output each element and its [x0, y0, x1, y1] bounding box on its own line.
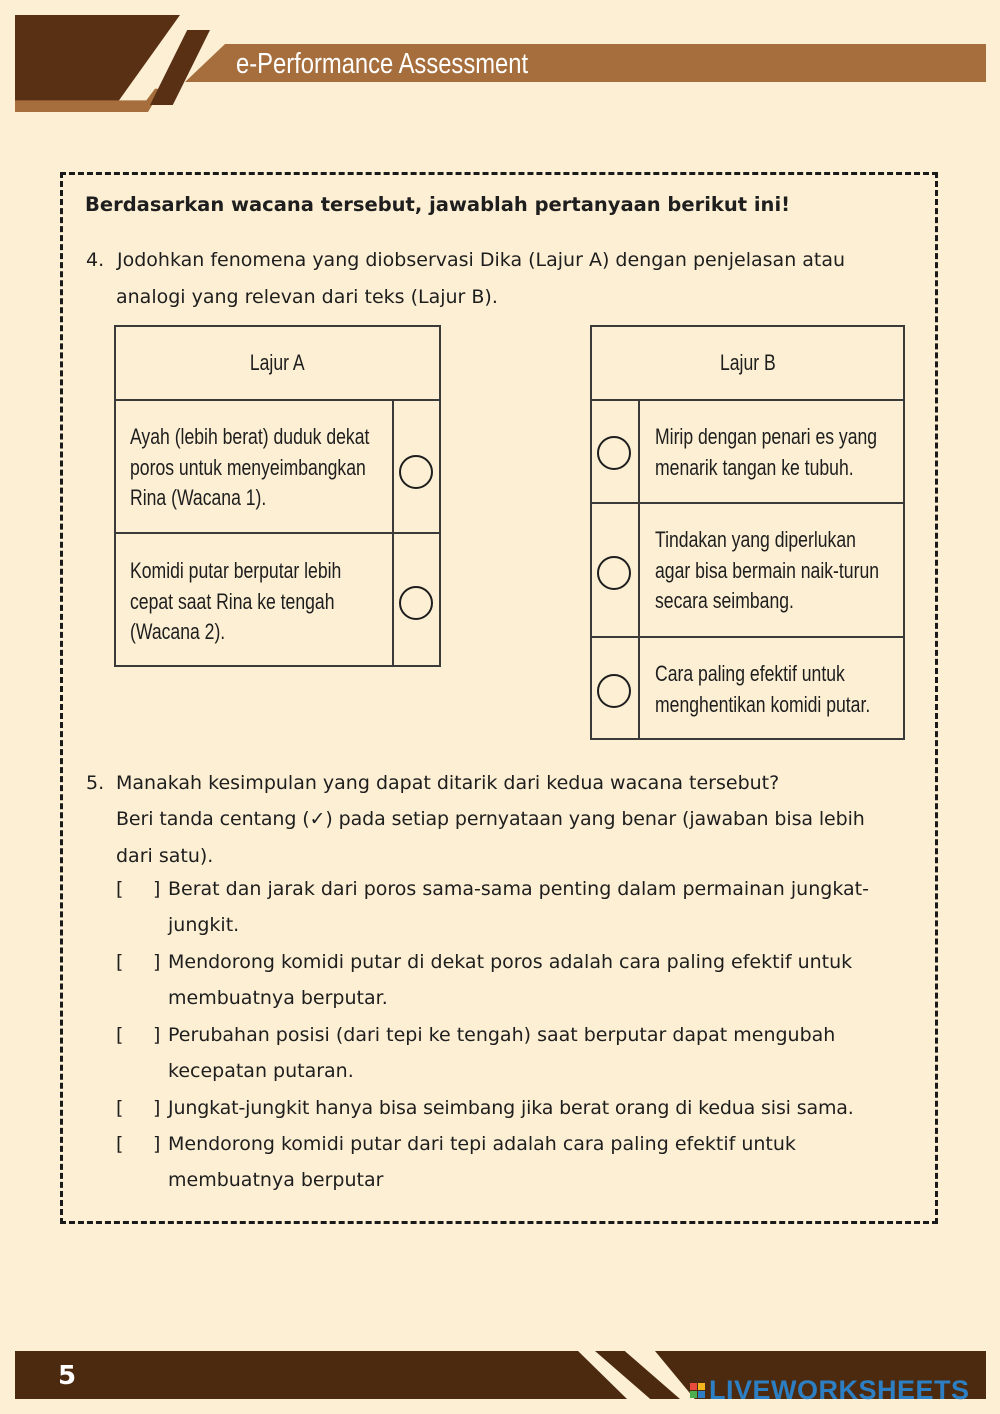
lajur-a-item-2-connector[interactable]: [399, 586, 433, 620]
option-3-bracket-close[interactable]: ]: [153, 1024, 161, 1046]
liveworksheets-icon: [690, 1383, 705, 1398]
q4-number: 4.: [86, 249, 105, 271]
option-1-bracket-open[interactable]: [: [116, 878, 124, 900]
q4-text-line2: analogi yang relevan dari teks (Lajur B).: [116, 286, 498, 308]
lajur-b-item-1-connector[interactable]: [597, 436, 631, 470]
option-4-bracket-open[interactable]: [: [116, 1097, 124, 1119]
lajur-b-table: [590, 325, 905, 740]
option-5-bracket-close[interactable]: ]: [153, 1133, 161, 1155]
q5-text-line2: Beri tanda centang (✓) pada setiap pernyataan yang benar (jawaban bisa lebih: [116, 808, 865, 830]
footer-bar: [15, 1351, 627, 1399]
option-1-bracket-close[interactable]: ]: [153, 878, 161, 900]
lajur-a-item-1: Ayah (lebih berat) duduk dekat poros untuk menyeimbangkan Rina (Wacana 1).: [130, 424, 370, 510]
option-5-text: Mendorong komidi putar dari tepi adalah cara paling efektif untuk: [168, 1133, 796, 1155]
page-title: e-Performance Assessment: [236, 48, 529, 80]
lajur-a-table: [114, 325, 441, 667]
liveworksheets-logo[interactable]: [690, 1376, 970, 1404]
instruction-text: Berdasarkan wacana tersebut, jawablah pertanyaan berikut ini!: [85, 193, 791, 216]
lajur-a-item-2: Komidi putar berputar lebih cepat saat Rina ke tengah (Wacana 2).: [130, 558, 342, 644]
lajur-b-item-2: Tindakan yang diperlukan agar bisa bermain naik-turun secara seimbang.: [655, 527, 880, 613]
option-2-text-cont: membuatnya berputar.: [168, 987, 388, 1009]
option-4-bracket-close[interactable]: ]: [153, 1097, 161, 1119]
option-2-text: Mendorong komidi putar di dekat poros adalah cara paling efektif untuk: [168, 951, 853, 973]
q5-text-line3: dari satu).: [116, 845, 214, 867]
option-2-bracket-close[interactable]: ]: [153, 951, 161, 973]
q4-text-line1: Jodohkan fenomena yang diobservasi Dika (Lajur A) dengan penjelasan atau: [117, 249, 846, 271]
lajur-a-header: Lajur A: [250, 350, 305, 376]
option-3-text-cont: kecepatan putaran.: [168, 1060, 354, 1082]
page-number: 5: [58, 1361, 77, 1391]
lajur-a-item-1-connector[interactable]: [399, 455, 433, 489]
q5-text-line1: Manakah kesimpulan yang dapat ditarik dari kedua wacana tersebut?: [116, 772, 780, 794]
option-5-text-cont: membuatnya berputar: [168, 1169, 384, 1191]
lajur-b-item-2-connector[interactable]: [597, 556, 631, 590]
lajur-b-header: Lajur B: [719, 350, 776, 376]
lajur-b-item-3-connector[interactable]: [597, 674, 631, 708]
option-1-text-cont: jungkit.: [168, 914, 240, 936]
option-1-text: Berat dan jarak dari poros sama-sama penting dalam permainan jungkat-: [168, 878, 869, 900]
lajur-b-item-1: Mirip dengan penari es yang menarik tangan ke tubuh.: [655, 424, 878, 480]
option-5-bracket-open[interactable]: [: [116, 1133, 124, 1155]
lajur-b-item-3: Cara paling efektif untuk menghentikan komidi putar.: [655, 661, 871, 717]
option-2-bracket-open[interactable]: [: [116, 951, 124, 973]
q5-number: 5.: [86, 772, 105, 794]
option-4-text: Jungkat-jungkit hanya bisa seimbang jika berat orang di kedua sisi sama.: [168, 1097, 854, 1119]
liveworksheets-wordmark: LIVEWORKSHEETS: [709, 1374, 970, 1405]
option-3-text: Perubahan posisi (dari tepi ke tengah) saat berputar dapat mengubah: [168, 1024, 836, 1046]
option-3-bracket-open[interactable]: [: [116, 1024, 124, 1046]
